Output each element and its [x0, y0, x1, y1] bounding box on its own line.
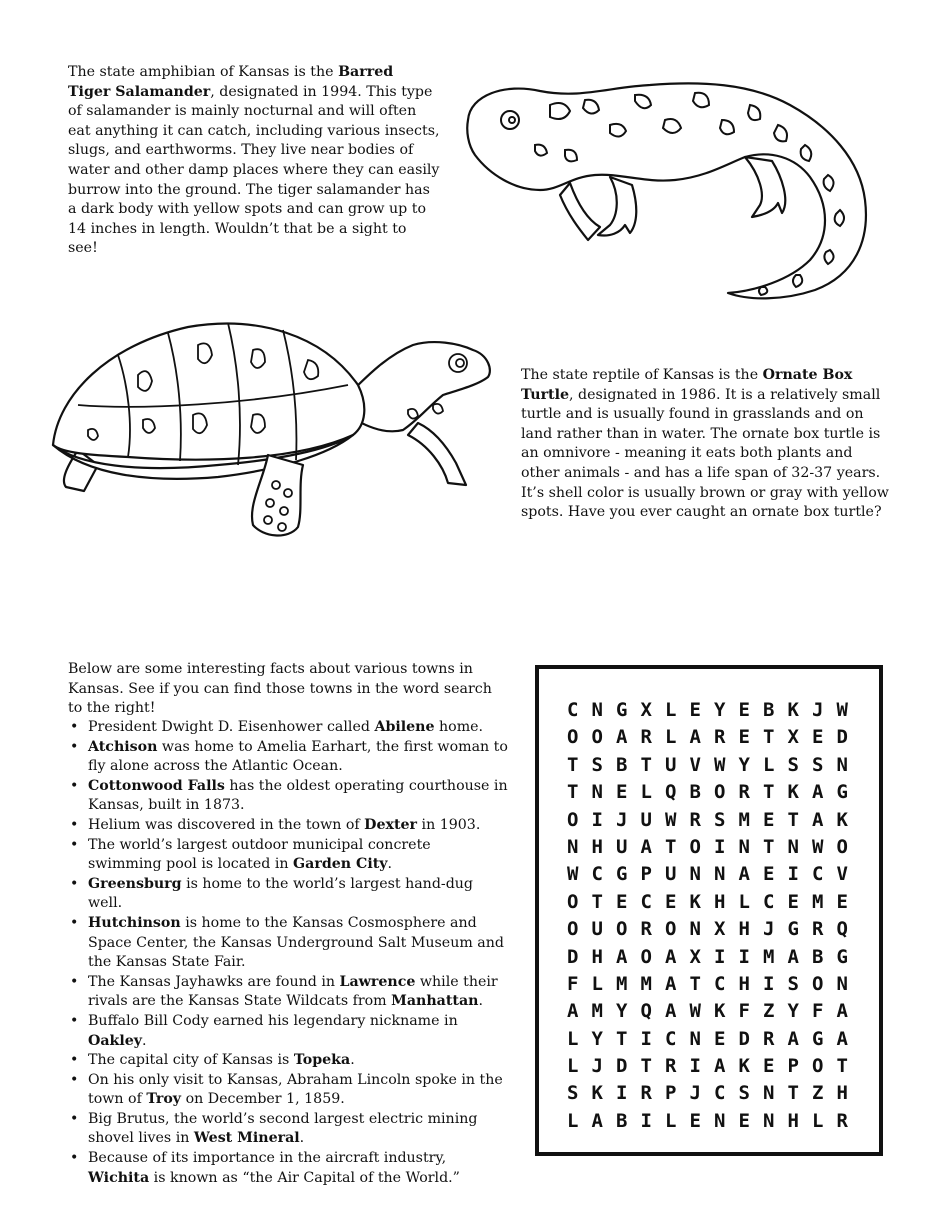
- word-search-letter[interactable]: C: [640, 890, 652, 913]
- word-search-row: [567, 916, 861, 943]
- word-search-row: [567, 998, 861, 1025]
- text-span: .: [387, 856, 393, 873]
- turtle-illustration: [48, 315, 498, 555]
- word-search-letter[interactable]: A: [665, 945, 677, 968]
- bold-term: Barred Tiger Salamander: [68, 64, 394, 100]
- word-search-letter[interactable]: B: [763, 699, 775, 721]
- word-search-letter[interactable]: H: [591, 945, 603, 968]
- word-search-letter[interactable]: J: [689, 1082, 701, 1105]
- word-search-letter[interactable]: Y: [714, 699, 726, 721]
- word-search-letter[interactable]: L: [763, 753, 775, 776]
- word-search-letter[interactable]: G: [836, 945, 848, 968]
- word-search-letter[interactable]: J: [763, 918, 775, 941]
- fact-item: [68, 1012, 508, 1051]
- word-search-letter[interactable]: N: [714, 863, 726, 886]
- word-search-letter[interactable]: T: [665, 835, 677, 858]
- word-search-letter[interactable]: W: [567, 863, 579, 886]
- word-search-letter[interactable]: A: [567, 1000, 579, 1023]
- fact-item: [68, 1149, 508, 1188]
- word-search-letter[interactable]: I: [591, 808, 603, 831]
- word-search-letter[interactable]: O: [640, 945, 652, 968]
- word-search-letter[interactable]: X: [787, 726, 799, 749]
- word-search-letter[interactable]: K: [787, 699, 799, 721]
- text-span: in 1903.: [417, 816, 481, 833]
- word-search-letter[interactable]: C: [812, 863, 824, 886]
- word-search-row: [567, 752, 861, 779]
- word-search-letter[interactable]: C: [763, 890, 775, 913]
- word-search-letter[interactable]: N: [836, 972, 848, 995]
- word-search-letter[interactable]: P: [787, 1055, 799, 1078]
- word-search-letter[interactable]: H: [787, 1109, 799, 1132]
- word-search-letter[interactable]: L: [665, 726, 677, 749]
- word-search-letter[interactable]: E: [763, 863, 775, 886]
- bold-term: Lawrence: [339, 973, 416, 990]
- word-search-letter[interactable]: T: [567, 753, 579, 776]
- word-search-letter[interactable]: K: [738, 1055, 750, 1078]
- word-search-letter[interactable]: N: [591, 699, 603, 721]
- word-search-letter[interactable]: N: [591, 781, 603, 804]
- word-search-letter[interactable]: Q: [665, 781, 677, 804]
- word-search-letter[interactable]: Y: [738, 753, 750, 776]
- word-search-letter[interactable]: P: [640, 863, 652, 886]
- word-search-letter[interactable]: A: [665, 1000, 677, 1023]
- word-search-letter[interactable]: E: [763, 808, 775, 831]
- word-search-letter[interactable]: N: [689, 863, 701, 886]
- word-search-letter[interactable]: E: [689, 699, 701, 721]
- word-search-letter[interactable]: Y: [591, 1027, 603, 1050]
- word-search-letter[interactable]: T: [763, 781, 775, 804]
- word-search-letter[interactable]: N: [787, 835, 799, 858]
- word-search-letter[interactable]: T: [763, 726, 775, 749]
- word-search-letter[interactable]: L: [567, 1055, 579, 1078]
- word-search-letter[interactable]: O: [812, 1055, 824, 1078]
- text-span: on December 1, 1859.: [181, 1091, 345, 1108]
- word-search-row: [567, 1080, 861, 1107]
- word-search-letter[interactable]: I: [640, 1027, 652, 1050]
- word-search-row: [567, 1053, 861, 1080]
- word-search-letter[interactable]: I: [714, 945, 726, 968]
- word-search-letter[interactable]: N: [738, 835, 750, 858]
- word-search-letter[interactable]: S: [787, 972, 799, 995]
- word-search-letter[interactable]: M: [763, 945, 775, 968]
- text-span: The state amphibian of Kansas is the: [68, 64, 339, 80]
- word-search-letter[interactable]: C: [714, 1082, 726, 1105]
- bold-term: Hutchinson: [88, 914, 181, 931]
- text-span: On his only visit to Kansas, Abraham Lincoln spoke in the town of: [88, 1071, 503, 1108]
- town-facts-list: [68, 718, 508, 1188]
- word-search-letter[interactable]: T: [640, 753, 652, 776]
- word-search-letter[interactable]: Q: [836, 918, 848, 941]
- text-span: Buffalo Bill Cody earned his legendary nickname in: [88, 1012, 458, 1029]
- bold-term: Manhattan: [391, 993, 479, 1010]
- word-search-letter[interactable]: A: [738, 863, 750, 886]
- word-search-grid: [567, 697, 861, 1135]
- word-search-letter[interactable]: O: [567, 890, 579, 913]
- word-search-letter[interactable]: D: [836, 726, 848, 749]
- word-search-letter[interactable]: I: [616, 1082, 628, 1105]
- word-search-letter[interactable]: N: [836, 753, 848, 776]
- word-search-letter[interactable]: T: [567, 781, 579, 804]
- word-search-letter[interactable]: M: [812, 890, 824, 913]
- word-search-letter[interactable]: E: [763, 1055, 775, 1078]
- word-search-letter[interactable]: U: [591, 918, 603, 941]
- word-search-row: [567, 971, 861, 998]
- bold-term: Atchison: [88, 738, 158, 755]
- word-search-letter[interactable]: R: [640, 918, 652, 941]
- word-search-letter[interactable]: S: [738, 1082, 750, 1105]
- word-search-letter[interactable]: E: [616, 890, 628, 913]
- word-search-letter[interactable]: F: [812, 1000, 824, 1023]
- text-span: The state reptile of Kansas is the: [521, 367, 763, 383]
- word-search-letter[interactable]: T: [591, 890, 603, 913]
- fact-item: [68, 816, 508, 836]
- bold-term: Abilene: [374, 719, 435, 735]
- word-search-letter[interactable]: W: [714, 753, 726, 776]
- fact-item: [68, 1051, 508, 1071]
- word-search-letter[interactable]: M: [616, 972, 628, 995]
- word-search-letter[interactable]: E: [616, 781, 628, 804]
- word-search-letter[interactable]: G: [787, 918, 799, 941]
- word-search-letter[interactable]: A: [812, 781, 824, 804]
- word-search-letter[interactable]: R: [665, 1055, 677, 1078]
- word-search-letter[interactable]: L: [665, 1109, 677, 1132]
- word-search-letter[interactable]: B: [616, 1109, 628, 1132]
- word-search-letter[interactable]: H: [714, 890, 726, 913]
- word-search-letter[interactable]: S: [567, 1082, 579, 1105]
- word-search-letter[interactable]: R: [812, 918, 824, 941]
- word-search-row: [567, 724, 861, 751]
- word-search-letter[interactable]: G: [616, 863, 628, 886]
- word-search-letter[interactable]: K: [689, 890, 701, 913]
- word-search-row: [567, 807, 861, 834]
- word-search-letter[interactable]: A: [640, 835, 652, 858]
- word-search-letter[interactable]: L: [567, 1027, 579, 1050]
- word-search-letter[interactable]: V: [689, 753, 701, 776]
- word-search-letter[interactable]: U: [616, 835, 628, 858]
- text-span: home.: [434, 719, 484, 735]
- word-search-letter[interactable]: J: [591, 1055, 603, 1078]
- word-search-letter[interactable]: K: [836, 808, 848, 831]
- bold-term: Ornate Box Turtle: [521, 367, 853, 403]
- word-search-letter[interactable]: W: [689, 1000, 701, 1023]
- text-span: , designated in 1986. It is a relatively small turtle and is usually found in grasslands and on land rather than in water. The ornate box turtle is an omnivore - meaning it eats both plants and other animals - and has a life span of 32-37 years. It’s shell color is usually brown or gray with yellow spots. Have you ever caught an ornate box turtle?: [521, 386, 889, 521]
- word-search-letter[interactable]: D: [616, 1055, 628, 1078]
- word-search-letter[interactable]: Y: [616, 1000, 628, 1023]
- towns-intro: Below are some interesting facts about various towns in Kansas. See if you can find those towns in the word search to the right!: [68, 661, 492, 717]
- word-search-letter[interactable]: T: [616, 1027, 628, 1050]
- word-search-letter[interactable]: R: [836, 1109, 848, 1132]
- word-search-letter[interactable]: G: [836, 781, 848, 804]
- word-search-letter[interactable]: X: [714, 918, 726, 941]
- word-search-letter[interactable]: X: [689, 945, 701, 968]
- word-search-letter[interactable]: H: [591, 835, 603, 858]
- text-span: Because of its importance in the aircraft industry,: [88, 1150, 447, 1167]
- word-search-letter[interactable]: E: [689, 1109, 701, 1132]
- word-search-letter[interactable]: E: [812, 726, 824, 749]
- fact-item: [68, 738, 508, 777]
- word-search-letter[interactable]: E: [787, 890, 799, 913]
- word-search-letter[interactable]: C: [591, 863, 603, 886]
- word-search-letter[interactable]: A: [836, 1000, 848, 1023]
- word-search-letter[interactable]: O: [714, 781, 726, 804]
- word-search-letter[interactable]: E: [665, 890, 677, 913]
- word-search-row: [567, 944, 861, 971]
- word-search-letter[interactable]: K: [714, 1000, 726, 1023]
- word-search-letter[interactable]: G: [812, 1027, 824, 1050]
- word-search-letter[interactable]: V: [836, 863, 848, 886]
- word-search-letter[interactable]: T: [787, 808, 799, 831]
- text-span: .: [299, 1130, 305, 1147]
- word-search-letter[interactable]: B: [812, 945, 824, 968]
- word-search-letter[interactable]: R: [640, 726, 652, 749]
- word-search-letter[interactable]: H: [738, 972, 750, 995]
- word-search-letter[interactable]: R: [640, 1082, 652, 1105]
- word-search-letter[interactable]: K: [591, 1082, 603, 1105]
- word-search-letter[interactable]: T: [689, 972, 701, 995]
- word-search-letter[interactable]: A: [665, 972, 677, 995]
- word-search-row: [567, 697, 861, 724]
- word-search-letter[interactable]: I: [714, 835, 726, 858]
- word-search-letter[interactable]: R: [714, 726, 726, 749]
- salamander-paragraph: [68, 63, 440, 259]
- text-span: is known as “the Air Capital of the World.”: [149, 1169, 460, 1186]
- word-search-letter[interactable]: S: [812, 753, 824, 776]
- text-span: .: [478, 993, 484, 1010]
- text-span: Big Brutus, the world’s second largest electric mining shovel lives in: [88, 1110, 478, 1147]
- word-search-letter[interactable]: R: [689, 808, 701, 831]
- word-search-letter[interactable]: O: [616, 918, 628, 941]
- word-search-letter[interactable]: O: [567, 918, 579, 941]
- word-search-letter[interactable]: N: [714, 1109, 726, 1132]
- text-span: is home to the Kansas Cosmosphere and Space Center, the Kansas Underground Salt Museum and the Kansas State Fair.: [88, 914, 504, 971]
- word-search-letter[interactable]: M: [738, 808, 750, 831]
- word-search-letter[interactable]: U: [640, 808, 652, 831]
- bold-term: Topeka: [293, 1052, 351, 1069]
- word-search-letter[interactable]: L: [567, 1109, 579, 1132]
- word-search-letter[interactable]: S: [787, 753, 799, 776]
- bold-term: Dexter: [364, 816, 418, 833]
- word-search-letter[interactable]: D: [567, 945, 579, 968]
- text-span: , designated in 1994. This type of salamander is mainly nocturnal and will often eat anything it can catch, including various insects, slugs, and earthworms. They live near bodies of water and other damp places where they can easily burrow into the ground. The tiger salamander has a dark body with yellow spots and can grow up to 14 inches in length. Wouldn’t that be a sight to see!: [68, 83, 440, 257]
- text-span: has the oldest operating courthouse in Kansas, built in 1873.: [88, 777, 508, 814]
- word-search-letter[interactable]: Q: [640, 1000, 652, 1023]
- word-search-letter[interactable]: A: [714, 1055, 726, 1078]
- word-search-letter[interactable]: J: [812, 699, 824, 721]
- word-search-letter[interactable]: Z: [812, 1082, 824, 1105]
- word-search-letter[interactable]: F: [738, 1000, 750, 1023]
- word-search-letter[interactable]: O: [567, 726, 579, 749]
- bold-term: Cottonwood Falls: [88, 777, 225, 794]
- bold-term: Greensburg: [88, 875, 182, 892]
- word-search-letter[interactable]: L: [665, 699, 677, 721]
- word-search-row: [567, 779, 861, 806]
- salamander-illustration: [460, 65, 880, 310]
- word-search-letter[interactable]: I: [763, 972, 775, 995]
- fact-item: [68, 914, 508, 973]
- word-search-row: [567, 861, 861, 888]
- text-span: was home to Amelia Earhart, the first woman to fly alone across the Atlantic Ocean.: [88, 738, 508, 775]
- word-search-letter[interactable]: H: [836, 1082, 848, 1105]
- turtle-paragraph: [521, 366, 893, 523]
- word-search-letter[interactable]: A: [787, 1027, 799, 1050]
- word-search-letter[interactable]: B: [616, 753, 628, 776]
- word-search-letter[interactable]: R: [738, 781, 750, 804]
- bold-term: West Mineral: [193, 1130, 300, 1147]
- word-search-letter[interactable]: T: [640, 1055, 652, 1078]
- word-search-letter[interactable]: O: [812, 972, 824, 995]
- word-search-letter[interactable]: P: [665, 1082, 677, 1105]
- text-span: while their rivals are the Kansas State Wildcats from: [88, 973, 498, 1010]
- word-search-letter[interactable]: J: [616, 808, 628, 831]
- word-search-letter[interactable]: A: [787, 945, 799, 968]
- word-search-letter[interactable]: T: [787, 1082, 799, 1105]
- text-span: The world’s largest outdoor municipal concrete swimming pool is located in: [88, 836, 431, 873]
- text-span: is home to the world’s largest hand-dug well.: [88, 875, 473, 912]
- bold-term: Garden City: [293, 856, 388, 873]
- fact-item: [68, 718, 508, 738]
- word-search-letter[interactable]: C: [665, 1027, 677, 1050]
- word-search-letter[interactable]: N: [763, 1082, 775, 1105]
- word-search-letter[interactable]: Z: [763, 1000, 775, 1023]
- word-search-letter[interactable]: O: [836, 835, 848, 858]
- word-search-letter[interactable]: A: [836, 1027, 848, 1050]
- text-span: .: [142, 1032, 147, 1049]
- word-search-letter[interactable]: L: [591, 972, 603, 995]
- word-search-letter[interactable]: H: [738, 918, 750, 941]
- word-search-letter[interactable]: Y: [787, 1000, 799, 1023]
- word-search-letter[interactable]: O: [591, 726, 603, 749]
- word-search-letter[interactable]: U: [665, 863, 677, 886]
- word-search-letter[interactable]: O: [665, 918, 677, 941]
- word-search-letter[interactable]: X: [640, 699, 652, 721]
- text-span: President Dwight D. Eisenhower called: [88, 719, 375, 735]
- word-search-letter[interactable]: E: [738, 699, 750, 721]
- text-span: The Kansas Jayhawks are found in: [88, 973, 340, 990]
- word-search-letter[interactable]: L: [812, 1109, 824, 1132]
- bold-term: Troy: [146, 1091, 182, 1108]
- word-search-letter[interactable]: I: [738, 945, 750, 968]
- word-search-letter[interactable]: A: [689, 726, 701, 749]
- word-search-letter[interactable]: A: [591, 1109, 603, 1132]
- word-search-letter[interactable]: E: [738, 726, 750, 749]
- word-search-letter[interactable]: T: [836, 1055, 848, 1078]
- word-search-letter[interactable]: C: [714, 972, 726, 995]
- word-search-letter[interactable]: E: [738, 1109, 750, 1132]
- word-search-letter[interactable]: W: [836, 699, 848, 721]
- word-search-letter[interactable]: D: [738, 1027, 750, 1050]
- word-search-letter[interactable]: S: [714, 808, 726, 831]
- word-search-box: [535, 665, 883, 1156]
- word-search-letter[interactable]: A: [616, 726, 628, 749]
- word-search-letter[interactable]: F: [567, 972, 579, 995]
- fact-item: [68, 777, 508, 816]
- word-search-letter[interactable]: A: [812, 808, 824, 831]
- word-search-letter[interactable]: S: [591, 753, 603, 776]
- word-search-letter[interactable]: M: [591, 1000, 603, 1023]
- word-search-row: [567, 1108, 861, 1135]
- word-search-letter[interactable]: E: [714, 1027, 726, 1050]
- word-search-letter[interactable]: L: [640, 781, 652, 804]
- fact-item: [68, 1110, 508, 1149]
- word-search-letter[interactable]: W: [812, 835, 824, 858]
- bold-term: Wichita: [88, 1169, 150, 1186]
- word-search-letter[interactable]: L: [738, 890, 750, 913]
- word-search-letter[interactable]: N: [689, 918, 701, 941]
- word-search-letter[interactable]: O: [567, 808, 579, 831]
- word-search-letter[interactable]: U: [665, 753, 677, 776]
- fact-item: [68, 973, 508, 1012]
- word-search-letter[interactable]: R: [763, 1027, 775, 1050]
- word-search-letter[interactable]: K: [787, 781, 799, 804]
- fact-item: [68, 836, 508, 875]
- word-search-row: [567, 1026, 861, 1053]
- word-search-letter[interactable]: I: [787, 863, 799, 886]
- word-search-letter[interactable]: M: [640, 972, 652, 995]
- word-search-letter[interactable]: I: [689, 1055, 701, 1078]
- bold-term: Oakley: [88, 1032, 143, 1049]
- word-search-letter[interactable]: N: [763, 1109, 775, 1132]
- word-search-letter[interactable]: B: [689, 781, 701, 804]
- word-search-letter[interactable]: C: [567, 699, 579, 721]
- text-span: .: [350, 1052, 355, 1069]
- word-search-letter[interactable]: G: [616, 699, 628, 721]
- word-search-row: [567, 889, 861, 916]
- word-search-letter[interactable]: N: [567, 835, 579, 858]
- text-span: The capital city of Kansas is: [88, 1052, 294, 1069]
- word-search-letter[interactable]: N: [689, 1027, 701, 1050]
- word-search-row: [567, 834, 861, 861]
- word-search-letter[interactable]: I: [640, 1109, 652, 1132]
- word-search-letter[interactable]: T: [763, 835, 775, 858]
- word-search-letter[interactable]: O: [689, 835, 701, 858]
- word-search-letter[interactable]: E: [836, 890, 848, 913]
- word-search-letter[interactable]: W: [665, 808, 677, 831]
- text-span: Helium was discovered in the town of: [88, 816, 365, 833]
- fact-item: [68, 1071, 508, 1110]
- word-search-letter[interactable]: A: [616, 945, 628, 968]
- fact-item: [68, 875, 508, 914]
